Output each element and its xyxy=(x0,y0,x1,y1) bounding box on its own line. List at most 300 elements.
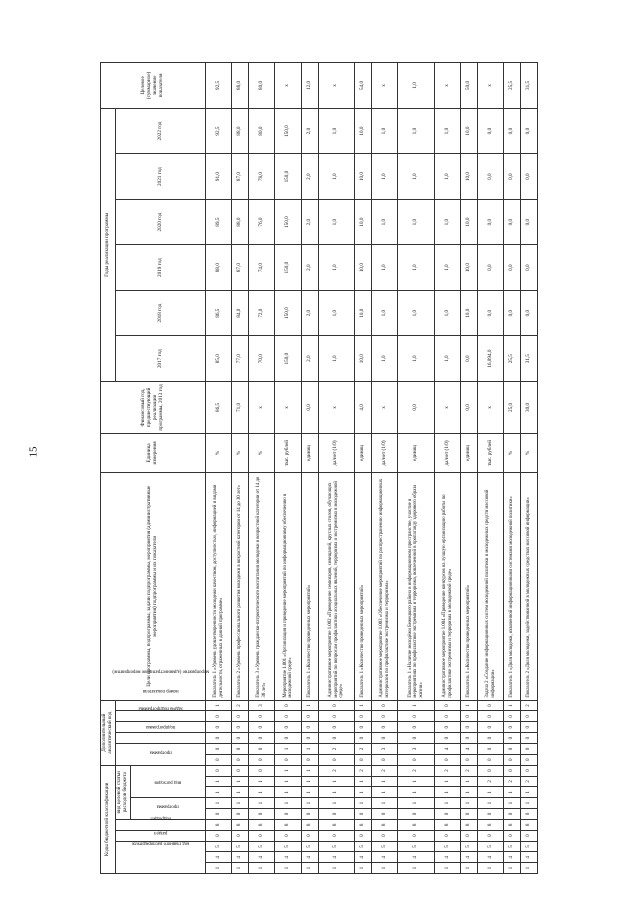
code-cell: 1 xyxy=(355,863,372,874)
code-cell: 0 xyxy=(504,809,521,820)
year-value-cell: 1,0 xyxy=(371,290,397,336)
code-cell: 0 xyxy=(206,754,232,765)
code-cell: 1 xyxy=(461,787,478,798)
code-cell: 1 xyxy=(478,863,504,874)
table-row xyxy=(301,63,318,874)
code-cell: 8 xyxy=(434,819,460,830)
code-cell: 1 xyxy=(398,776,435,787)
code-cell: 0 xyxy=(301,711,318,722)
code-cell: 1 xyxy=(301,765,318,776)
code-cell: 0 xyxy=(371,711,397,722)
year-value-cell: 0,0 xyxy=(478,245,504,291)
code-cell: 5 xyxy=(521,841,538,852)
year-value-cell: 74,0 xyxy=(249,245,275,291)
code-cell: 0 xyxy=(249,722,275,733)
code-cell: 0 xyxy=(504,722,521,733)
code-cell: 1 xyxy=(206,787,232,798)
code-cell: 1 xyxy=(301,787,318,798)
year-value-cell: 0,0 xyxy=(461,336,478,382)
base-year-cell: 0,0 xyxy=(398,381,435,433)
code-cell: 1 xyxy=(318,776,355,787)
year-2021-header: 2021 год xyxy=(116,154,206,200)
code-cell: 5 xyxy=(275,841,301,852)
analytic-code-header: Дополнительный аналитический код xyxy=(101,700,116,765)
year-value-cell: 0,0 xyxy=(504,154,521,200)
year-value-cell: 0,0 xyxy=(504,245,521,291)
year-value-cell: 1,0 xyxy=(398,290,435,336)
year-value-cell: 150,0 xyxy=(275,336,301,382)
base-year-cell: х xyxy=(371,381,397,433)
code-cell: 2 xyxy=(434,765,460,776)
code-cell: 4 xyxy=(478,852,504,863)
base-year-cell: х xyxy=(434,381,460,433)
target-value-cell: 54,0 xyxy=(355,63,372,109)
table-row xyxy=(249,63,275,874)
code-cell: 1 xyxy=(206,776,232,787)
code-cell: 0 xyxy=(249,754,275,765)
unit-cell: % xyxy=(521,433,538,472)
goal-cell: Показатель 1 «Количество проведенных мероприятий» xyxy=(301,472,318,700)
code-cell: 1 xyxy=(275,743,301,754)
code-cell: 4 xyxy=(504,852,521,863)
code-cell: 1 xyxy=(206,798,232,809)
code-cell: 1 xyxy=(461,700,478,711)
code-cell: 0 xyxy=(318,700,355,711)
goal-cell: Административное мероприятие 1.002 «Проведение семинаров, совещаний, круглых столов, обучающих мероприятий по вопросам профилактики асоциальных явлений, терроризма и экстремизма в молодежной среде» xyxy=(318,472,355,700)
year-value-cell: 0,0 xyxy=(504,199,521,245)
code-cell: 1 xyxy=(275,863,301,874)
year-value-cell: 150,0 xyxy=(275,199,301,245)
year-value-cell: 92,5 xyxy=(206,108,232,154)
code-cell: 3 xyxy=(371,743,397,754)
base-year-header: Финансовый год, предшествующий реализации программы, 2013 год xyxy=(101,381,206,433)
year-value-cell: 1,0 xyxy=(434,199,460,245)
code-cell: 0 xyxy=(398,754,435,765)
code-cell: 5 xyxy=(398,841,435,852)
code-cell: 0 xyxy=(434,711,460,722)
code-cell: 0 xyxy=(521,830,538,841)
code-cell: 0 xyxy=(275,711,301,722)
code-cell: 1 xyxy=(249,787,275,798)
year-value-cell: 10,0 xyxy=(461,154,478,200)
code-cell: 1 xyxy=(318,798,355,809)
code-cell: 1 xyxy=(301,743,318,754)
code-cell: 2 xyxy=(478,776,504,787)
base-year-cell: 86,5 xyxy=(206,381,232,433)
year-value-cell: 77,0 xyxy=(232,336,249,382)
code-cell: 1 xyxy=(249,776,275,787)
code-cell: 1 xyxy=(371,787,397,798)
target-value-cell: 88,0 xyxy=(232,63,249,109)
code-cell: 0 xyxy=(232,711,249,722)
goal-cell: Показатель 3 «Уровень гражданско-патриотического воспитания молодежи в возрастной категории от 14 до 30 лет» xyxy=(249,472,275,700)
goal-cell: Мероприятие 1.001 «Организация и проведение мероприятий по информационному обеспечению в молодежной среде» xyxy=(275,472,301,700)
code-cell: 0 xyxy=(504,711,521,722)
year-value-cell: 0,0 xyxy=(521,154,538,200)
code-cell: 4 xyxy=(434,852,460,863)
year-value-cell: 31,5 xyxy=(521,336,538,382)
table-row xyxy=(434,63,460,874)
subsection-header: подраздел xyxy=(116,819,206,830)
code-cell: 1 xyxy=(434,798,460,809)
year-value-cell: 150,0 xyxy=(275,154,301,200)
budget-codes-header: Коды бюджетной классификации xyxy=(101,765,116,873)
year-value-cell: 10,0 xyxy=(355,199,372,245)
code-cell: 4 xyxy=(249,852,275,863)
code-cell: 0 xyxy=(301,733,318,744)
code-cell: 1 xyxy=(232,776,249,787)
base-year-cell: х xyxy=(318,381,355,433)
code-cell: 1 xyxy=(275,776,301,787)
target-value-cell: 31,5 xyxy=(521,63,538,109)
year-value-cell: 88,0 xyxy=(232,199,249,245)
table-row xyxy=(478,63,504,874)
code-cell: 2 xyxy=(355,743,372,754)
code-cell: 0 xyxy=(206,722,232,733)
unit-header: Единица измерения xyxy=(101,433,206,472)
year-value-cell: 2,0 xyxy=(301,199,318,245)
code-cell: 0 xyxy=(301,830,318,841)
code-cell: 0 xyxy=(521,711,538,722)
code-cell: 5 xyxy=(301,841,318,852)
year-value-cell: 10,0 xyxy=(355,290,372,336)
code-cell: 1 xyxy=(504,700,521,711)
year-value-cell: 70,0 xyxy=(249,336,275,382)
code-cell: 0 xyxy=(521,722,538,733)
table-body xyxy=(206,63,538,874)
code-cell: 4 xyxy=(461,852,478,863)
code-cell: 0 xyxy=(521,809,538,820)
code-cell: 0 xyxy=(504,765,521,776)
year-value-cell: 1,0 xyxy=(434,336,460,382)
year-value-cell: 150,0 xyxy=(275,290,301,336)
code-cell: 1 xyxy=(461,798,478,809)
target-value-cell: х xyxy=(371,63,397,109)
code-cell: 0 xyxy=(434,809,460,820)
code-cell: 1 xyxy=(521,787,538,798)
year-value-cell: 1,0 xyxy=(434,290,460,336)
code-cell: 0 xyxy=(434,754,460,765)
target-value-cell: 12,0 xyxy=(301,63,318,109)
year-value-cell: 16,094,0 xyxy=(478,336,504,382)
code-cell: 1 xyxy=(318,863,355,874)
year-value-cell: 0,0 xyxy=(478,154,504,200)
year-value-cell: 1,0 xyxy=(398,108,435,154)
code-cell: 8 xyxy=(521,819,538,830)
subprogram-header: подпрограмма xyxy=(116,733,206,744)
code-cell: 0 xyxy=(371,733,397,744)
year-value-cell: 10,0 xyxy=(355,336,372,382)
code-cell: 0 xyxy=(232,722,249,733)
base-year-cell: х xyxy=(478,381,504,433)
year-value-cell: 0,0 xyxy=(504,108,521,154)
unit-cell: тыс. рублей xyxy=(478,433,504,472)
code-cell: 5 xyxy=(504,841,521,852)
indicator-num-header: номер показателя xyxy=(116,700,206,711)
code-cell: 1 xyxy=(275,787,301,798)
year-value-cell: 0,0 xyxy=(521,199,538,245)
code-cell: 1 xyxy=(301,863,318,874)
kind-expense-header: вид расходов xyxy=(131,765,206,798)
code-cell: 1 xyxy=(504,787,521,798)
table-row xyxy=(521,63,538,874)
code-cell: 0 xyxy=(206,743,232,754)
target-value-cell: 92,5 xyxy=(206,63,232,109)
section-header: раздел xyxy=(116,830,206,841)
year-value-cell: 0,0 xyxy=(478,290,504,336)
code-cell: 8 xyxy=(398,819,435,830)
code-cell: 1 xyxy=(232,787,249,798)
code-cell: 8 xyxy=(301,819,318,830)
code-cell: 0 xyxy=(206,733,232,744)
goal-cell: Показатель 2 «Доля молодежи, задействованной в молодежных средствах массовой информации» xyxy=(521,472,538,700)
code-cell: 1 xyxy=(249,798,275,809)
code-cell: 0 xyxy=(521,765,538,776)
code-cell: 1 xyxy=(478,798,504,809)
code-cell: 4 xyxy=(371,852,397,863)
goal-cell: Показатель 1 «Количество проведенных мероприятий» xyxy=(461,472,478,700)
code-cell: 4 xyxy=(318,852,355,863)
code-cell: 1 xyxy=(249,863,275,874)
task-header: задача подпрограммы xyxy=(116,722,206,733)
code-cell: 0 xyxy=(398,809,435,820)
code-cell: 1 xyxy=(461,776,478,787)
year-value-cell: 1,0 xyxy=(398,154,435,200)
code-cell: 0 xyxy=(398,733,435,744)
code-cell: 0 xyxy=(478,700,504,711)
code-cell: 3 xyxy=(249,700,275,711)
year-value-cell: 1,0 xyxy=(371,154,397,200)
code-cell: 1 xyxy=(275,798,301,809)
code-cell: 0 xyxy=(434,830,460,841)
code-cell: 2 xyxy=(504,776,521,787)
base-year-cell: 0,0 xyxy=(301,381,318,433)
indicator-table xyxy=(100,62,538,874)
code-cell: 2 xyxy=(318,743,355,754)
unit-cell: да/нет (1/0) xyxy=(318,433,355,472)
code-cell: 2 xyxy=(521,700,538,711)
year-value-cell: 1,0 xyxy=(318,154,355,200)
code-cell: 0 xyxy=(249,711,275,722)
year-value-cell: 25,5 xyxy=(504,336,521,382)
code-cell: 0 xyxy=(398,722,435,733)
code-cell: 0 xyxy=(504,754,521,765)
code-cell: 0 xyxy=(318,809,355,820)
code-cell: 1 xyxy=(301,776,318,787)
code-cell: 0 xyxy=(504,830,521,841)
code-cell: 1 xyxy=(521,863,538,874)
code-cell: 1 xyxy=(355,776,372,787)
code-cell: 1 xyxy=(206,700,232,711)
table-row xyxy=(206,63,232,874)
code-cell: 8 xyxy=(275,819,301,830)
code-cell: 0 xyxy=(355,722,372,733)
code-cell: 1 xyxy=(206,863,232,874)
code-cell: 2 xyxy=(521,776,538,787)
code-cell: 8 xyxy=(371,819,397,830)
year-value-cell: 1,0 xyxy=(371,245,397,291)
code-cell: 5 xyxy=(355,841,372,852)
year-value-cell: 0,0 xyxy=(504,290,521,336)
code-cell: 0 xyxy=(478,830,504,841)
code-cell: 8 xyxy=(504,819,521,830)
code-cell: 8 xyxy=(461,819,478,830)
code-cell: 0 xyxy=(371,809,397,820)
target-value-cell: х xyxy=(434,63,460,109)
year-value-cell: 2,0 xyxy=(301,245,318,291)
target-value-cell: 1,0 xyxy=(398,63,435,109)
code-cell: 1 xyxy=(355,787,372,798)
code-cell: 1 xyxy=(275,765,301,776)
code-cell: 0 xyxy=(434,733,460,744)
year-value-cell: 2,0 xyxy=(301,336,318,382)
unit-cell: % xyxy=(206,433,232,472)
base-year-cell: х xyxy=(275,381,301,433)
year-value-cell: 84,0 xyxy=(232,290,249,336)
year-value-cell: 1,0 xyxy=(318,245,355,291)
goal-cell: Показатель 1 «Доля молодежи, охваченной информационными системами молодежной политики» xyxy=(504,472,521,700)
code-cell: 1 xyxy=(318,787,355,798)
year-value-cell: 76,0 xyxy=(249,199,275,245)
year-value-cell: 1,0 xyxy=(434,154,460,200)
code-cell: 0 xyxy=(275,722,301,733)
code-cell: 5 xyxy=(461,841,478,852)
year-2022-header: 2022 год xyxy=(116,108,206,154)
code-cell: 1 xyxy=(478,787,504,798)
unit-cell: да/нет (1/0) xyxy=(434,433,460,472)
target-value-cell: 50,0 xyxy=(461,63,478,109)
program-header: программа xyxy=(116,743,206,765)
code-cell: 0 xyxy=(398,711,435,722)
years-header: Годы реализации программы xyxy=(101,108,116,381)
year-value-cell: 1,0 xyxy=(371,336,397,382)
year-value-cell: 150,0 xyxy=(275,108,301,154)
code-cell: 0 xyxy=(478,765,504,776)
code-cell: 0 xyxy=(461,733,478,744)
base-year-cell: 25,0 xyxy=(504,381,521,433)
code-cell: 1 xyxy=(371,863,397,874)
program-code-header: программа xyxy=(131,798,206,820)
unit-cell: единиц xyxy=(398,433,435,472)
code-cell: 0 xyxy=(461,711,478,722)
code-cell: 8 xyxy=(206,819,232,830)
code-cell: 2 xyxy=(355,765,372,776)
code-cell: 0 xyxy=(318,830,355,841)
code-cell: 0 xyxy=(355,809,372,820)
code-cell: 0 xyxy=(478,754,504,765)
year-value-cell: 1,0 xyxy=(318,199,355,245)
code-cell: 0 xyxy=(461,722,478,733)
year-value-cell: 0,0 xyxy=(478,108,504,154)
code-cell: 0 xyxy=(434,700,460,711)
code-cell: 0 xyxy=(232,733,249,744)
code-cell: 0 xyxy=(318,733,355,744)
unit-cell: да/нет (1/0) xyxy=(371,433,397,472)
code-cell: 0 xyxy=(318,722,355,733)
unit-cell: единиц xyxy=(355,433,372,472)
unit-cell: тыс. рублей xyxy=(275,433,301,472)
code-cell: 0 xyxy=(355,754,372,765)
code-cell: 1 xyxy=(398,700,435,711)
code-cell: 5 xyxy=(371,841,397,852)
page-number: 15 xyxy=(27,446,40,458)
year-value-cell: 1,0 xyxy=(434,108,460,154)
code-cell: 4 xyxy=(232,852,249,863)
year-value-cell: 150,0 xyxy=(275,245,301,291)
code-cell: 0 xyxy=(249,830,275,841)
year-value-cell: 2,0 xyxy=(301,108,318,154)
code-cell: 0 xyxy=(521,754,538,765)
code-cell: 0 xyxy=(398,830,435,841)
code-cell: 4 xyxy=(275,852,301,863)
table-row xyxy=(461,63,478,874)
code-cell: 0 xyxy=(478,743,504,754)
code-cell: 0 xyxy=(275,830,301,841)
code-cell: 0 xyxy=(232,743,249,754)
code-cell: 0 xyxy=(434,722,460,733)
code-cell: 0 xyxy=(461,830,478,841)
code-cell: 3 xyxy=(398,743,435,754)
code-cell: 0 xyxy=(206,765,232,776)
year-value-cell: 0,0 xyxy=(521,290,538,336)
goal-cell: Административное мероприятие 1.003 «Обеспечение мероприятий по распространению информационных материалов по профилактике экстремизма и терроризма» xyxy=(371,472,397,700)
year-2020-header: 2020 год xyxy=(116,199,206,245)
base-year-cell: 0,0 xyxy=(461,381,478,433)
year-value-cell: 0,0 xyxy=(521,245,538,291)
code-cell: 0 xyxy=(521,743,538,754)
target-value-cell: 25,5 xyxy=(504,63,521,109)
code-cell: 0 xyxy=(355,733,372,744)
code-cell: 0 xyxy=(301,722,318,733)
code-cell: 4 xyxy=(434,743,460,754)
code-cell: 8 xyxy=(232,819,249,830)
code-cell: 1 xyxy=(398,863,435,874)
event-header: мероприятие (административное мероприятие) xyxy=(116,711,206,722)
code-cell: 0 xyxy=(301,754,318,765)
code-cell: 0 xyxy=(232,765,249,776)
table-row xyxy=(504,63,521,874)
code-cell: 1 xyxy=(232,863,249,874)
code-cell: 0 xyxy=(318,711,355,722)
code-cell: 4 xyxy=(355,852,372,863)
year-value-cell: 1,0 xyxy=(434,245,460,291)
code-cell: 0 xyxy=(206,809,232,820)
unit-cell: единиц xyxy=(461,433,478,472)
table-row xyxy=(318,63,355,874)
year-value-cell: 1,0 xyxy=(371,108,397,154)
code-cell: 0 xyxy=(232,754,249,765)
code-cell: 0 xyxy=(249,733,275,744)
table-row xyxy=(355,63,372,874)
base-year-cell: 4,0 xyxy=(355,381,372,433)
code-cell: 5 xyxy=(434,841,460,852)
code-cell: 2 xyxy=(318,765,355,776)
table-row xyxy=(371,63,397,874)
year-value-cell: 1,0 xyxy=(398,336,435,382)
code-cell: 1 xyxy=(301,700,318,711)
code-cell: 1 xyxy=(504,798,521,809)
code-cell: 0 xyxy=(478,711,504,722)
code-cell: 0 xyxy=(371,754,397,765)
base-year-cell: х xyxy=(249,381,275,433)
code-cell: 2 xyxy=(232,700,249,711)
code-cell: 0 xyxy=(371,700,397,711)
code-cell: 5 xyxy=(206,841,232,852)
code-cell: 0 xyxy=(206,711,232,722)
goal-cell: Показатель 2 «Уровень профессионального развития молодежи в возрастной категории от 14 до 30 лет» xyxy=(232,472,249,700)
code-cell: 4 xyxy=(206,852,232,863)
year-value-cell: 91,0 xyxy=(206,154,232,200)
